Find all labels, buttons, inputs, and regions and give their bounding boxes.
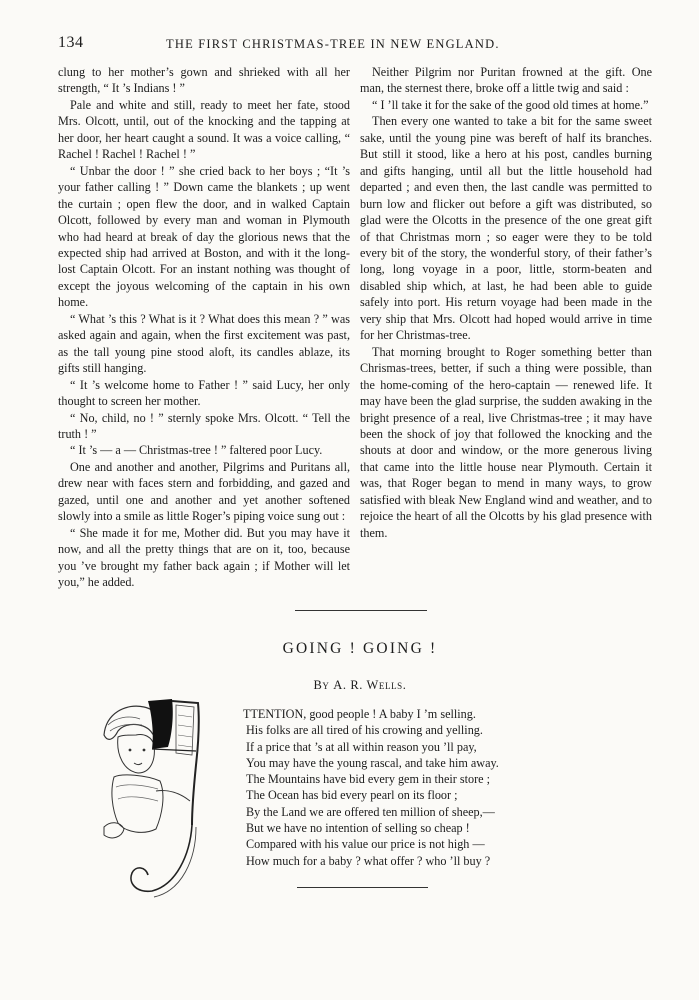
left-column [58,64,350,591]
poem-line: The Ocean has bid every pearl on its floor ; [246,788,458,803]
poem-line: His folks are all tired of his crowing and yelling. [246,723,483,738]
paragraph: “ It ’s — a — Christmas-tree ! ” faltered poor Lucy. [70,443,323,458]
paragraph: Neither Pilgrim nor Puritan frowned at the gift. One man, the sternest there, broke off a little twig and said : [360,65,652,96]
poem-line: How much for a baby ? what offer ? who ’ll buy ? [246,853,491,868]
poem-byline [0,678,699,693]
poem-line: But we have no intention of selling so cheap ! [246,821,470,836]
poem-line: TTENTION, good people ! A baby I ’m selling. [243,707,476,721]
paragraph: “ What ’s this ? What is it ? What does this mean ? ” was asked again and again, when the first excitement was past, as the tall young pine stood aloft, its candles ablaze, its gifts still hanging. [58,311,350,376]
paragraph: Then every one wanted to take a bit for the same sweet sake, until the young pine was bereft of half its branches. But still it stood, like a hero at his post, candles burning and gifts hanging, until all but the little household had departed ; and even then, the last candle was permitted to burn low and flicker out before a gift was distributed, so glad were the Olcotts in the presence of the one great gift of that Christmas morn ; so eager were they to be told every bit of the story, the wonderful story, of their father’s long, long voyage in a poor, little, storm-beaten and disabled ship which, at last, he had been able to guide safely into port. His return voyage had been made in the very ship that Mrs. Olcott had hoped would arrive in time for her Christmas-tree. [360,114,652,343]
baby-drop-cap-A-illustration-icon [96,695,246,905]
running-head [58,34,648,55]
paragraph: “ It ’s welcome home to Father ! ” said Lucy, her only thought to screen her mother. [58,377,350,409]
paragraph: clung to her mother’s gown and shrieked with all her strength, “ It ’s Indians ! ” [58,65,350,96]
poem-author: A. R. Wells. [333,678,407,692]
page-number: 134 [58,34,84,51]
poem-line: Compared with his value our price is not high — [246,837,485,852]
paragraph: “ Unbar the door ! ” she cried back to her boys ; “It ’s your father calling ! ” Down came the blankets ; up went the curtain ; open flew the door, and in walked Captain Olcott, followed by every man and woman in Plymouth who had heard at break of day the glorious news that the expected ship had arrived at Boston, and with it the long-lost Captain Olcott. For an instant nothing was thought of except the joyous welcoming of the captain in his own home. [58,163,350,310]
section-divider [297,887,428,888]
paragraph: “ I ’ll take it for the sake of the good old times at home.” [372,97,649,112]
poem-title: GOING ! GOING ! [282,640,438,657]
poem-line: You may have the young rascal, and take him away. [246,755,499,770]
paragraph: “ No, child, no ! ” sternly spoke Mrs. Olcott. “ Tell the truth ! ” [58,410,350,441]
poem-body [243,706,583,869]
section-divider [295,610,427,611]
byline-prefix: By [313,678,330,692]
paragraph: That morning brought to Roger something better than Chrismas-trees, better, if such a thing were possible, than the home-coming of the hero-captain — renewed life. It may have been the glad surprise, the sudden awaking in the bright presence of a real, live Christmas-tree ; it may have been the shock of joy that followed the knocking and the shouts at door and window, or the more generous living that came into the little house near Plymouth. Certain it was, that Roger began to mend in many ways, to grow satisfied with bleak New England wind and weather, and to rejoice the heart of all the Olcotts by his glad presence with them. [360,344,652,540]
poem-line: If a price that ’s at all within reason you ’ll pay, [246,739,477,754]
paragraph: Pale and white and still, ready to meet her fate, stood Mrs. Olcott, until, out of the knocking and the tapping at her door, her heart caught a sound. It was a voice calling, “ Rachel ! Rachel ! Rachel ! ” [58,97,350,162]
right-column [360,64,652,541]
running-title: THE FIRST CHRISTMAS-TREE IN NEW ENGLAND. [166,37,500,51]
poem-line: The Mountains have bid every gem in their store ; [246,772,491,787]
paragraph: One and another and another, Pilgrims and Puritans all, drew near with faces stern and forbidding, and gazed and gazed, until one and another and yet another softened slowly into a smile as little Roger’s piping voice sung out : [58,459,350,524]
poem-line: By the Land we are offered ten million of sheep,— [246,804,495,819]
paragraph: “ She made it for me, Mother did. But you may have it now, and all the pretty things that are on it, too, because you ’ve brought my father back again ; if Mother will let you,” he added. [58,525,350,590]
